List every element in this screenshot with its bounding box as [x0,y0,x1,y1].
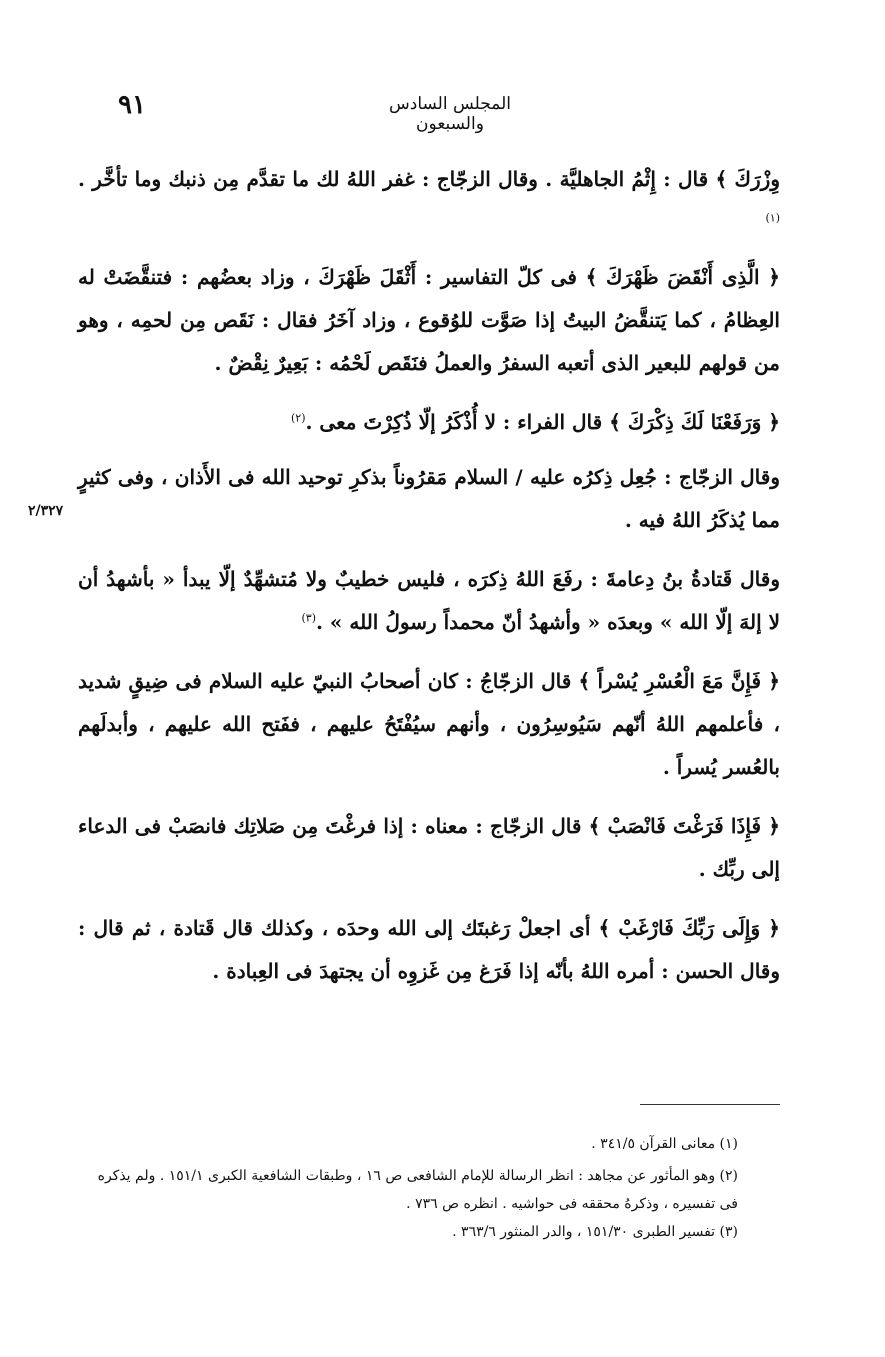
running-title: المجلس السادس والسبعون [389,94,511,134]
page-number: ٩١ [118,90,146,120]
footnote-mark: (٣) [301,611,316,625]
footnotes [78,1130,738,1246]
paragraph: وقال الزجّاج : جُعِل ذِكرُه عليه / السلام مَقرُوناً بذكرِ توحيد الله فى الأَذان ، وفى كثيرٍ مما يُذكَرُ اللهُ فيه . [78,465,780,532]
footnote-divider [640,1104,780,1105]
margin-reference: ٢/٣٢٧ [28,503,64,519]
footnote-mark: (١) [765,211,780,225]
footnote: (١) معانى القرآن ٣٤١/٥ . [591,1136,738,1152]
footnote: (٣) تفسير الطبرى ١٥١/٣٠ ، والدر المنثور ٣٦٣/٦ . [452,1224,738,1240]
footnote-mark: (٢) [290,411,306,425]
paragraph: وقال قَتادةُ بنُ دِعامةَ : رفَعَ اللهُ ذِكرَه ، فليس خطيبٌ ولا مُتشهِّدٌ إلّا يبدأ « بأشهدُ أن لا إلهَ إلّا الله » وبعدَه « وأشهدُ أنّ محمداً رسولُ الله » .$^{(٣)}$ [78,567,780,634]
paragraph: ﴿ وَرَفَعْنَا لَكَ ذِكْرَكَ ﴾ قال الفراء : لا أُذْكَرُ إلّا ذُكِرْتَ معى .$^{(٢)}$ [290,410,780,434]
paragraph: ﴿ فَإِنَّ مَعَ الْعُسْرِ يُسْراً ﴾ قال الزجّاجُ : كان أصحابُ النبيّ عليه السلام فى ضِيقٍ شديد ، فأعلمهم اللهُ أنّهم سَيُوسِرُون ، وأنهم سيُفْتَحُ عليهم ، ففَتح الله عليهم ، وأبدلَهم بالعُسر يُسراً . [78,669,780,779]
paragraph: ﴿ الَّذِى أَنْقَضَ ظَهْرَكَ ﴾ فى كلّ التفاسير : أَثْقَلَ ظَهْرَكَ ، وزاد بعضُهم : فتنقَّضَتْ له العِظامُ ، كما يَتنقَّضُ البيتُ إذا صَوَّت للوُقوع ، وزاد آخَرُ فقال : نَقَص مِن لحمِه ، وهو من قولهم للبعير الذى أتعبه السفرُ والعملُ فنَقَص لَحْمُه : بَعِيرٌ نِقْضٌ . [78,265,780,375]
paragraph: وِزْرَكَ ﴾ قال : إِثْمُ الجاهليَّة . وقال الزجّاج : غفر اللهُ لك ما تقدَّم مِن ذنبك وما تأخَّر .$^{(١)}$ [78,167,780,225]
main-text [78,158,780,1009]
page-header [0,90,885,134]
paragraph: ﴿ فَإِذَا فَرَغْتَ فَانْصَبْ ﴾ قال الزجّاج : معناه : إذا فرغْتَ مِن صَلاتِك فانصَبْ فى الدعاء إلى ربِّك . [78,814,780,881]
footnote: (٢) وهو المأثور عن مجاهد : انظر الرسالة للإمام الشافعى ص ١٦ ، وطبقات الشافعية الكبرى ١٥١/١ . ولم يذكره فى تفسيره ، وذكرهُ محققه فى حواشيه . انظره ص ٧٣٦ . [97,1168,738,1212]
paragraph: ﴿ وَإِلَى رَبِّكَ فَارْغَبْ ﴾ أى اجعلْ رَغبتَك إلى الله وحدَه ، وكذلك قال قَتادة ، ثم قال : وقال الحسن : أمره اللهُ بأنّه إذا فَرَغ مِن غَزوِه أن يجتهدَ فى العِبادة . [78,916,780,983]
